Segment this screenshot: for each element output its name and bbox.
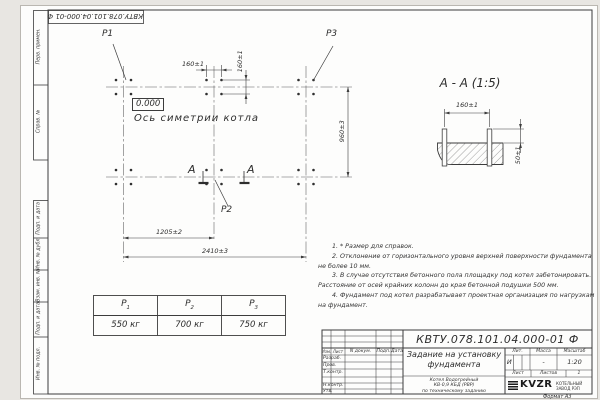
dim-160-horizontal: 160±1 bbox=[182, 60, 204, 68]
sign-row-prov: Пров. bbox=[323, 362, 337, 368]
dim-1205: 1205±2 bbox=[155, 228, 183, 236]
note-3: 3. В случае отсутствия бетонного пола площадку под котел забетонировать. Расстояние от осей крайних колонн до края бетонной подушки 500 мм. bbox=[318, 272, 592, 289]
sign-row-tkontr: Т.контр. bbox=[323, 369, 343, 375]
margin-label-sprav-n: Справ. № bbox=[36, 109, 42, 134]
corner-stamp: КВТУ.078.101.04.000-01 Ф bbox=[47, 12, 143, 20]
load-point-label-p1: P1 bbox=[102, 29, 114, 39]
sign-row-nkontr: Н.контр. bbox=[323, 383, 344, 388]
kvzr-logo-text: KVZR bbox=[520, 379, 553, 390]
load-table-header-p1: $P_1$ bbox=[121, 299, 130, 311]
col-header-list: Лист bbox=[332, 348, 344, 354]
scale-value: 1:20 bbox=[567, 358, 582, 366]
load-point-label-p2: P2 bbox=[221, 205, 233, 215]
notes-block bbox=[318, 242, 596, 310]
axis-of-symmetry-label: Ось симетрии котла bbox=[134, 113, 259, 124]
sheets-header: Листов bbox=[539, 370, 558, 376]
section-letter-left: А bbox=[188, 163, 196, 176]
mass-header: Масса bbox=[536, 348, 551, 354]
drawing-title: Задание на установку фундамента bbox=[406, 350, 502, 369]
lit-value: И bbox=[506, 358, 512, 366]
section-view-title: А - А (1:5) bbox=[439, 76, 501, 90]
section-dim-50: 50±1 bbox=[513, 146, 522, 165]
sign-row-razrab: Разраб. bbox=[323, 355, 342, 361]
section-dim-160: 160±1 bbox=[456, 101, 478, 109]
scale-header: Масштаб bbox=[563, 348, 586, 354]
sheets-value: 1 bbox=[577, 370, 581, 376]
lit-header: Лит. bbox=[512, 348, 523, 354]
dim-160-vertical: 160±1 bbox=[235, 50, 244, 73]
margin-label-podp-data-1: Подп. и дата bbox=[36, 202, 42, 235]
margin-label-inv-dubl: Инв. № дубл. bbox=[36, 236, 42, 270]
product-description: Котел Водогрейный КВ-0,9 КБД (РВР) по техническому заданию bbox=[422, 377, 486, 394]
load-point-label-p3: P3 bbox=[326, 29, 338, 39]
col-header-podp: Подп. bbox=[376, 348, 391, 354]
col-header-n-dokum: N докум. bbox=[349, 348, 372, 354]
col-header-data: Дата bbox=[391, 348, 403, 354]
load-table-header-p2: $P_2$ bbox=[185, 299, 194, 311]
load-table-value-p3: 750 кг bbox=[239, 320, 268, 330]
dim-2410: 2410±3 bbox=[201, 247, 229, 255]
section-letter-right: А bbox=[247, 163, 255, 176]
margin-label-perv-primen: Перв. примен. bbox=[36, 28, 42, 65]
note-1: 1. * Размер для справок. bbox=[332, 243, 414, 250]
sheet-header: Лист bbox=[512, 370, 524, 376]
margin-label-inv-podl: Инв. № подл. bbox=[36, 346, 42, 380]
load-table-value-p1: 550 кг bbox=[111, 320, 140, 330]
margin-label-vzam-inv: Взам. инв. № bbox=[36, 269, 42, 302]
doc-number: КВТУ.078.101.04.000-01 Ф bbox=[416, 333, 579, 346]
col-header-izm: Изм. bbox=[321, 348, 332, 354]
mass-value: - bbox=[542, 358, 545, 366]
kvzr-coil-icon bbox=[508, 381, 518, 390]
load-table-header-p3: $P_3$ bbox=[249, 299, 258, 311]
dim-960: 960±3 bbox=[337, 120, 346, 143]
format-label: Формат А3 bbox=[543, 393, 572, 400]
margin-label-podp-data-2: Подп. и дата bbox=[36, 302, 42, 335]
note-4: 4. Фундамент под котел разрабатывает проектная организация по нагрузкам на фундамент. bbox=[318, 291, 595, 309]
kvzr-caption: КОТЕЛЬНЫЙ ЗАВОД РЭП bbox=[556, 381, 583, 392]
load-table-value-p2: 700 кг bbox=[175, 320, 204, 330]
sign-row-utv: Утв. bbox=[323, 388, 333, 394]
elevation-mark: 0.000 bbox=[132, 98, 164, 111]
note-2: 2. Отклонение от горизонтального уровня верхней поверхности фундамента не более 10 мм. bbox=[318, 252, 592, 270]
